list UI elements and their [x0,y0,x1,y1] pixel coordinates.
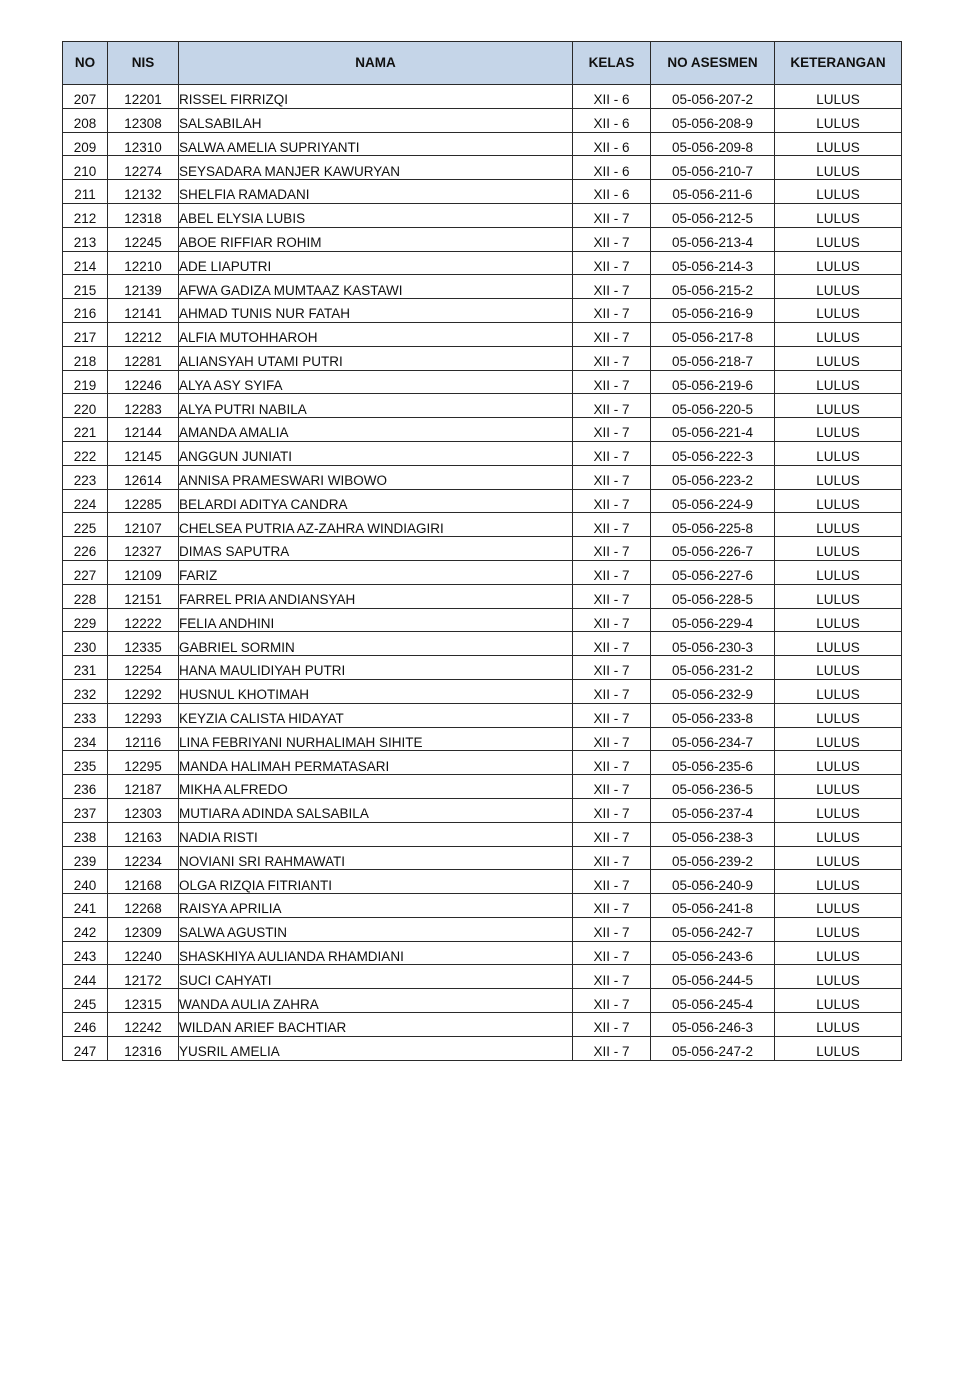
cell-no: 227 [63,560,108,584]
cell-nama: ABOE RIFFIAR ROHIM [179,227,573,251]
cell-nis: 12246 [108,370,179,394]
cell-no-asesmen: 05-056-242-7 [651,917,775,941]
cell-kelas: XII - 6 [573,85,651,109]
table-row [63,846,902,870]
cell-nis: 12163 [108,822,179,846]
cell-nama: ANNISA PRAMESWARI WIBOWO [179,465,573,489]
cell-nama: WANDA AULIA ZAHRA [179,989,573,1013]
cell-no-asesmen: 05-056-229-4 [651,608,775,632]
cell-no: 234 [63,727,108,751]
cell-nis: 12245 [108,227,179,251]
cell-no-asesmen: 05-056-210-7 [651,156,775,180]
cell-no: 233 [63,703,108,727]
cell-no: 246 [63,1013,108,1037]
cell-keterangan: LULUS [775,537,902,561]
cell-nis: 12308 [108,108,179,132]
cell-nis: 12116 [108,727,179,751]
table-row [63,560,902,584]
header-no-asesmen: NO ASESMEN [651,42,775,85]
table-header [63,42,902,85]
cell-nis: 12145 [108,441,179,465]
cell-nis: 12318 [108,203,179,227]
table-row [63,227,902,251]
cell-no: 240 [63,870,108,894]
cell-no: 216 [63,299,108,323]
cell-nama: MIKHA ALFREDO [179,775,573,799]
cell-no-asesmen: 05-056-213-4 [651,227,775,251]
cell-kelas: XII - 7 [573,418,651,442]
cell-no: 208 [63,108,108,132]
cell-no: 207 [63,85,108,109]
table-row [63,703,902,727]
cell-kelas: XII - 7 [573,798,651,822]
table-row [63,275,902,299]
table-row [63,132,902,156]
cell-no-asesmen: 05-056-208-9 [651,108,775,132]
table-row [63,1036,902,1060]
cell-no-asesmen: 05-056-212-5 [651,203,775,227]
cell-no: 224 [63,489,108,513]
cell-keterangan: LULUS [775,560,902,584]
cell-no-asesmen: 05-056-245-4 [651,989,775,1013]
cell-nama: GABRIEL SORMIN [179,632,573,656]
cell-nis: 12327 [108,537,179,561]
cell-nis: 12309 [108,917,179,941]
cell-keterangan: LULUS [775,346,902,370]
table-row [63,513,902,537]
cell-nis: 12335 [108,632,179,656]
cell-nis: 12187 [108,775,179,799]
cell-nama: ALYA ASY SYIFA [179,370,573,394]
cell-nama: FELIA ANDHINI [179,608,573,632]
cell-kelas: XII - 7 [573,917,651,941]
cell-nama: SALSABILAH [179,108,573,132]
table-row [63,1013,902,1037]
table-row [63,608,902,632]
cell-no-asesmen: 05-056-225-8 [651,513,775,537]
cell-keterangan: LULUS [775,917,902,941]
cell-keterangan: LULUS [775,608,902,632]
cell-keterangan: LULUS [775,251,902,275]
cell-nis: 12240 [108,941,179,965]
table-row [63,917,902,941]
cell-no: 215 [63,275,108,299]
cell-kelas: XII - 7 [573,846,651,870]
cell-keterangan: LULUS [775,418,902,442]
cell-no: 222 [63,441,108,465]
cell-nis: 12274 [108,156,179,180]
table-row [63,679,902,703]
cell-keterangan: LULUS [775,798,902,822]
cell-kelas: XII - 7 [573,465,651,489]
cell-kelas: XII - 7 [573,703,651,727]
cell-nama: SEYSADARA MANJER KAWURYAN [179,156,573,180]
cell-no: 244 [63,965,108,989]
cell-no: 214 [63,251,108,275]
cell-kelas: XII - 7 [573,251,651,275]
cell-no-asesmen: 05-056-236-5 [651,775,775,799]
cell-no-asesmen: 05-056-211-6 [651,180,775,204]
cell-nis: 12295 [108,751,179,775]
cell-kelas: XII - 7 [573,299,651,323]
cell-keterangan: LULUS [775,894,902,918]
table-row [63,894,902,918]
cell-nis: 12315 [108,989,179,1013]
cell-nama: MANDA HALIMAH PERMATASARI [179,751,573,775]
cell-kelas: XII - 7 [573,227,651,251]
cell-kelas: XII - 7 [573,1036,651,1060]
cell-no: 220 [63,394,108,418]
cell-nis: 12316 [108,1036,179,1060]
cell-nama: DIMAS SAPUTRA [179,537,573,561]
cell-nis: 12285 [108,489,179,513]
cell-no: 247 [63,1036,108,1060]
cell-nama: KEYZIA CALISTA HIDAYAT [179,703,573,727]
cell-kelas: XII - 7 [573,751,651,775]
cell-kelas: XII - 7 [573,775,651,799]
table-row [63,989,902,1013]
cell-keterangan: LULUS [775,513,902,537]
cell-no: 242 [63,917,108,941]
cell-no: 212 [63,203,108,227]
cell-no-asesmen: 05-056-231-2 [651,656,775,680]
cell-no-asesmen: 05-056-247-2 [651,1036,775,1060]
cell-keterangan: LULUS [775,132,902,156]
cell-no-asesmen: 05-056-227-6 [651,560,775,584]
table-row [63,798,902,822]
cell-no-asesmen: 05-056-221-4 [651,418,775,442]
cell-no-asesmen: 05-056-219-6 [651,370,775,394]
cell-nis: 12242 [108,1013,179,1037]
table-row [63,465,902,489]
cell-no: 237 [63,798,108,822]
table-row [63,751,902,775]
cell-no: 245 [63,989,108,1013]
cell-keterangan: LULUS [775,85,902,109]
cell-nis: 12201 [108,85,179,109]
cell-keterangan: LULUS [775,846,902,870]
cell-no: 243 [63,941,108,965]
cell-kelas: XII - 7 [573,560,651,584]
cell-no-asesmen: 05-056-223-2 [651,465,775,489]
cell-no: 223 [63,465,108,489]
cell-nama: RAISYA APRILIA [179,894,573,918]
table-row [63,537,902,561]
cell-no: 225 [63,513,108,537]
table-row [63,85,902,109]
cell-kelas: XII - 6 [573,156,651,180]
cell-nama: AHMAD TUNIS NUR FATAH [179,299,573,323]
cell-kelas: XII - 7 [573,370,651,394]
cell-no: 241 [63,894,108,918]
cell-nama: ADE LIAPUTRI [179,251,573,275]
cell-nama: OLGA RIZQIA FITRIANTI [179,870,573,894]
cell-nis: 12144 [108,418,179,442]
table-row [63,418,902,442]
cell-no-asesmen: 05-056-241-8 [651,894,775,918]
cell-keterangan: LULUS [775,299,902,323]
cell-no-asesmen: 05-056-224-9 [651,489,775,513]
cell-keterangan: LULUS [775,441,902,465]
cell-no: 238 [63,822,108,846]
cell-no-asesmen: 05-056-209-8 [651,132,775,156]
table-body [63,85,902,1061]
cell-nama: LINA FEBRIYANI NURHALIMAH SIHITE [179,727,573,751]
cell-kelas: XII - 7 [573,394,651,418]
cell-nis: 12212 [108,322,179,346]
table-row [63,299,902,323]
cell-kelas: XII - 7 [573,584,651,608]
cell-kelas: XII - 7 [573,632,651,656]
table-row [63,203,902,227]
cell-kelas: XII - 7 [573,870,651,894]
cell-nama: HANA MAULIDIYAH PUTRI [179,656,573,680]
cell-no-asesmen: 05-056-207-2 [651,85,775,109]
cell-no: 218 [63,346,108,370]
cell-nama: NOVIANI SRI RAHMAWATI [179,846,573,870]
table-row [63,322,902,346]
cell-no-asesmen: 05-056-244-5 [651,965,775,989]
cell-nis: 12234 [108,846,179,870]
cell-nama: SUCI CAHYATI [179,965,573,989]
cell-nis: 12151 [108,584,179,608]
cell-nama: ALFIA MUTOHHAROH [179,322,573,346]
cell-keterangan: LULUS [775,108,902,132]
cell-keterangan: LULUS [775,1036,902,1060]
table-row [63,941,902,965]
cell-kelas: XII - 7 [573,894,651,918]
table-row [63,441,902,465]
cell-nis: 12139 [108,275,179,299]
cell-nama: SALWA AGUSTIN [179,917,573,941]
cell-kelas: XII - 7 [573,441,651,465]
cell-kelas: XII - 7 [573,275,651,299]
cell-nis: 12293 [108,703,179,727]
cell-no-asesmen: 05-056-235-6 [651,751,775,775]
table-row [63,584,902,608]
cell-nis: 12268 [108,894,179,918]
cell-nis: 12109 [108,560,179,584]
table-row [63,394,902,418]
cell-kelas: XII - 7 [573,537,651,561]
cell-no: 239 [63,846,108,870]
cell-nama: WILDAN ARIEF BACHTIAR [179,1013,573,1037]
cell-nama: FARREL PRIA ANDIANSYAH [179,584,573,608]
cell-no-asesmen: 05-056-220-5 [651,394,775,418]
cell-kelas: XII - 7 [573,346,651,370]
table-row [63,180,902,204]
cell-keterangan: LULUS [775,370,902,394]
cell-no: 228 [63,584,108,608]
table-row [63,727,902,751]
cell-nis: 12210 [108,251,179,275]
cell-nama: SALWA AMELIA SUPRIYANTI [179,132,573,156]
cell-no-asesmen: 05-056-237-4 [651,798,775,822]
cell-kelas: XII - 6 [573,108,651,132]
header-row [63,42,902,85]
table-row [63,346,902,370]
cell-keterangan: LULUS [775,989,902,1013]
cell-no: 226 [63,537,108,561]
cell-keterangan: LULUS [775,965,902,989]
cell-keterangan: LULUS [775,822,902,846]
cell-no-asesmen: 05-056-234-7 [651,727,775,751]
cell-no-asesmen: 05-056-246-3 [651,1013,775,1037]
cell-no: 231 [63,656,108,680]
cell-nama: AMANDA AMALIA [179,418,573,442]
cell-nama: RISSEL FIRRIZQI [179,85,573,109]
table-row [63,775,902,799]
cell-nama: HUSNUL KHOTIMAH [179,679,573,703]
cell-keterangan: LULUS [775,1013,902,1037]
cell-kelas: XII - 7 [573,513,651,537]
cell-nis: 12222 [108,608,179,632]
cell-kelas: XII - 7 [573,727,651,751]
cell-no-asesmen: 05-056-232-9 [651,679,775,703]
cell-nis: 12303 [108,798,179,822]
cell-no-asesmen: 05-056-228-5 [651,584,775,608]
cell-kelas: XII - 7 [573,822,651,846]
cell-no-asesmen: 05-056-218-7 [651,346,775,370]
cell-no-asesmen: 05-056-238-3 [651,822,775,846]
cell-no: 229 [63,608,108,632]
cell-keterangan: LULUS [775,394,902,418]
cell-kelas: XII - 7 [573,679,651,703]
cell-no: 210 [63,156,108,180]
cell-kelas: XII - 7 [573,989,651,1013]
cell-kelas: XII - 7 [573,608,651,632]
cell-no-asesmen: 05-056-216-9 [651,299,775,323]
table-row [63,251,902,275]
cell-nis: 12172 [108,965,179,989]
cell-keterangan: LULUS [775,632,902,656]
cell-keterangan: LULUS [775,870,902,894]
header-nama: NAMA [179,42,573,85]
cell-no-asesmen: 05-056-240-9 [651,870,775,894]
cell-kelas: XII - 7 [573,965,651,989]
cell-nama: AFWA GADIZA MUMTAAZ KASTAWI [179,275,573,299]
cell-nama: MUTIARA ADINDA SALSABILA [179,798,573,822]
cell-keterangan: LULUS [775,275,902,299]
cell-nama: FARIZ [179,560,573,584]
cell-no: 236 [63,775,108,799]
cell-kelas: XII - 7 [573,656,651,680]
cell-no-asesmen: 05-056-239-2 [651,846,775,870]
cell-nis: 12281 [108,346,179,370]
cell-nis: 12310 [108,132,179,156]
table-row [63,965,902,989]
cell-nis: 12132 [108,180,179,204]
table-row [63,156,902,180]
header-nis: NIS [108,42,179,85]
cell-keterangan: LULUS [775,322,902,346]
cell-no-asesmen: 05-056-243-6 [651,941,775,965]
cell-kelas: XII - 6 [573,132,651,156]
cell-nis: 12107 [108,513,179,537]
cell-no: 230 [63,632,108,656]
cell-no: 232 [63,679,108,703]
table-row [63,870,902,894]
results-sheet [62,41,901,1061]
cell-nis: 12292 [108,679,179,703]
cell-no: 219 [63,370,108,394]
cell-kelas: XII - 7 [573,1013,651,1037]
header-kelas: KELAS [573,42,651,85]
cell-nis: 12168 [108,870,179,894]
cell-kelas: XII - 6 [573,180,651,204]
cell-keterangan: LULUS [775,727,902,751]
cell-keterangan: LULUS [775,584,902,608]
cell-no-asesmen: 05-056-226-7 [651,537,775,561]
cell-nama: ANGGUN JUNIATI [179,441,573,465]
cell-nama: SHELFIA RAMADANI [179,180,573,204]
cell-nama: ABEL ELYSIA LUBIS [179,203,573,227]
cell-keterangan: LULUS [775,465,902,489]
table-row [63,632,902,656]
cell-no: 213 [63,227,108,251]
cell-kelas: XII - 7 [573,941,651,965]
cell-nama: SHASKHIYA AULIANDA RHAMDIANI [179,941,573,965]
cell-keterangan: LULUS [775,180,902,204]
cell-nama: NADIA RISTI [179,822,573,846]
cell-keterangan: LULUS [775,227,902,251]
cell-nama: YUSRIL AMELIA [179,1036,573,1060]
cell-keterangan: LULUS [775,156,902,180]
cell-kelas: XII - 7 [573,203,651,227]
table-row [63,822,902,846]
header-no: NO [63,42,108,85]
cell-nis: 12254 [108,656,179,680]
cell-no-asesmen: 05-056-217-8 [651,322,775,346]
cell-no: 221 [63,418,108,442]
cell-no: 209 [63,132,108,156]
cell-no-asesmen: 05-056-230-3 [651,632,775,656]
cell-nama: CHELSEA PUTRIA AZ-ZAHRA WINDIAGIRI [179,513,573,537]
cell-kelas: XII - 7 [573,489,651,513]
cell-keterangan: LULUS [775,203,902,227]
cell-keterangan: LULUS [775,656,902,680]
cell-nis: 12614 [108,465,179,489]
cell-keterangan: LULUS [775,489,902,513]
cell-keterangan: LULUS [775,679,902,703]
cell-no-asesmen: 05-056-215-2 [651,275,775,299]
cell-keterangan: LULUS [775,941,902,965]
cell-keterangan: LULUS [775,775,902,799]
cell-nama: BELARDI ADITYA CANDRA [179,489,573,513]
cell-no-asesmen: 05-056-233-8 [651,703,775,727]
table-row [63,108,902,132]
cell-no-asesmen: 05-056-214-3 [651,251,775,275]
cell-keterangan: LULUS [775,751,902,775]
cell-nis: 12283 [108,394,179,418]
graduation-results-table [62,41,902,1061]
cell-no: 235 [63,751,108,775]
table-row [63,656,902,680]
table-row [63,370,902,394]
cell-nama: ALYA PUTRI NABILA [179,394,573,418]
cell-no: 211 [63,180,108,204]
header-keterangan: KETERANGAN [775,42,902,85]
cell-no: 217 [63,322,108,346]
cell-keterangan: LULUS [775,703,902,727]
cell-no-asesmen: 05-056-222-3 [651,441,775,465]
cell-kelas: XII - 7 [573,322,651,346]
table-row [63,489,902,513]
cell-nis: 12141 [108,299,179,323]
cell-nama: ALIANSYAH UTAMI PUTRI [179,346,573,370]
